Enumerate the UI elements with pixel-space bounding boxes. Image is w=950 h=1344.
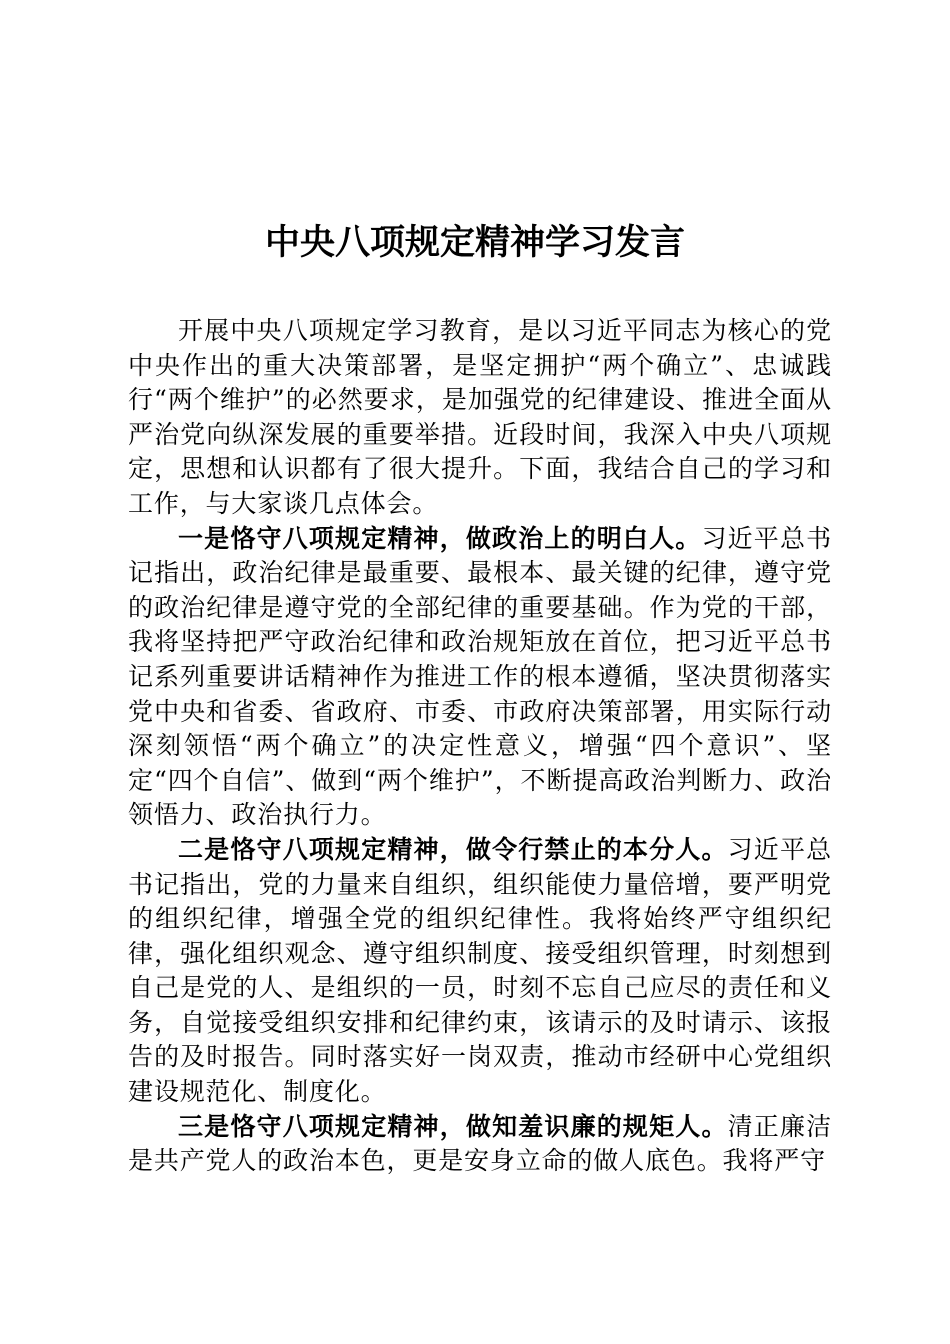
paragraph-text: 习近平总书记指出，政治纪律是最重要、最根本、最关键的纪律，遵守党的政治纪律是遵守党的全部纪律的重要基础。作为党的干部，我将坚持把严守政治纪律和政治规矩放在首位，把习近平总书记系列重要讲话精神作为推进工作的根本遵循，坚决贯彻落实党中央和省委、省政府、市委、市政府决策部署，用实际行动深刻领悟“两个确立”的决定性意义，增强“四个意识”、坚定“四个自信”、做到“两个维护”，不断提高政治判断力、政治领悟力、政治执行力。 [128, 523, 832, 830]
paragraph-lead: 三是恪守八项规定精神，做知羞识廉的规矩人。 [178, 1111, 728, 1141]
paragraph-text: 清正廉洁是共产党人的政治本色，更是安身立命的做人底色。我将严守 [128, 1111, 832, 1176]
paragraph-text: 开展中央八项规定学习教育，是以习近平同志为核心的党中央作出的重大决策部署，是坚定拥护“两个确立”、忠诚践行“两个维护”的必然要求，是加强党的纪律建设、推进全面从严治党向纵深发展的重要举措。近段时间，我深入中央八项规定，思想和认识都有了很大提升。下面，我结合自己的学习和工作，与大家谈几点体会。 [128, 316, 832, 518]
paragraph-lead: 二是恪守八项规定精神，做令行禁止的本分人。 [178, 834, 728, 864]
document-title: 中央八项规定精神学习发言 [264, 222, 685, 263]
paragraph-point-2 [128, 833, 832, 1110]
paragraph-intro [128, 314, 832, 522]
paragraph-point-3 [128, 1110, 832, 1179]
document-body [128, 314, 832, 1179]
paragraph-text: 习近平总书记指出，党的力量来自组织，组织能使力量倍增，要严明党的组织纪律，增强全党的组织纪律性。我将始终严守组织纪律，强化组织观念、遵守组织制度、接受组织管理，时刻想到自己是党的人、是组织的一员，时刻不忘自己应尽的责任和义务，自觉接受组织安排和纪律约束，该请示的及时请示、该报告的及时报告。同时落实好一岗双责，推动市经研中心党组织建设规范化、制度化。 [128, 834, 832, 1107]
paragraph-lead: 一是恪守八项规定精神，做政治上的明白人。 [178, 523, 702, 553]
paragraph-point-1 [128, 522, 832, 833]
